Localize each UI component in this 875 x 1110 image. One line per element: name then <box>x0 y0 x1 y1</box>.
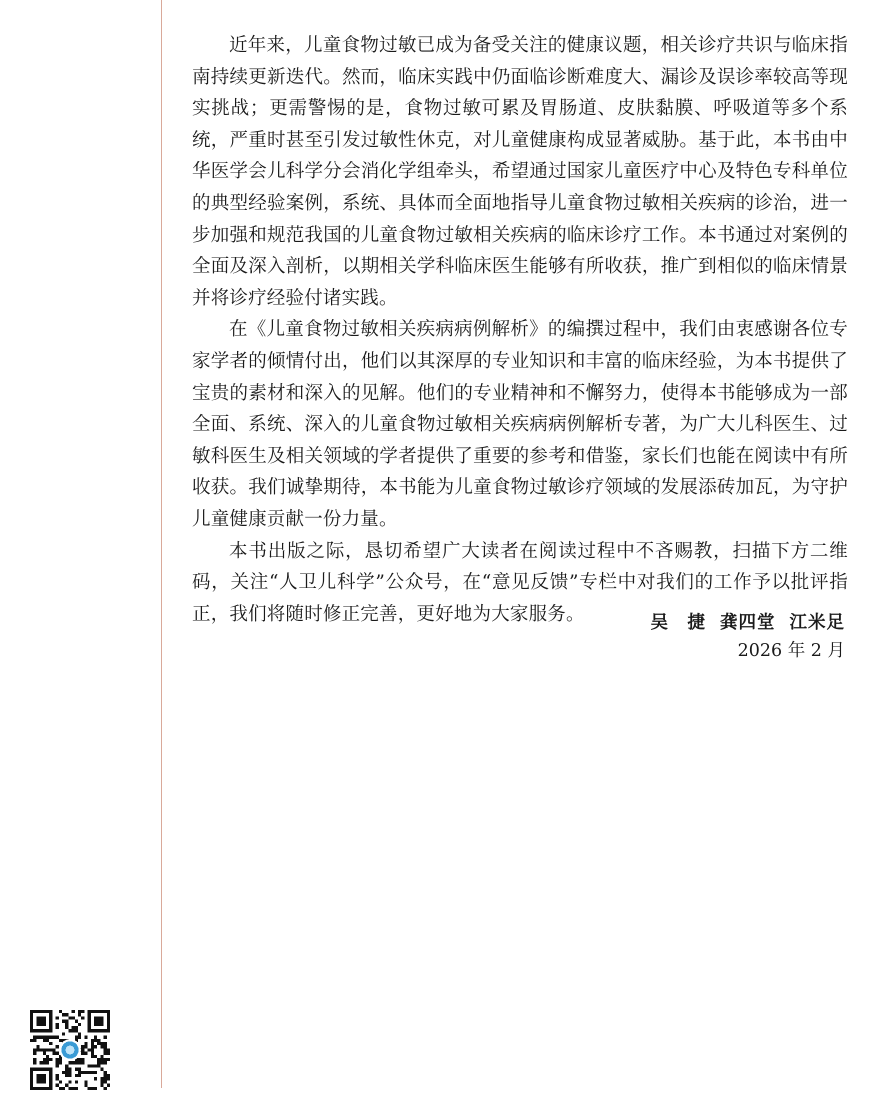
preface-body <box>192 30 848 630</box>
author-name: 江米足 <box>789 613 845 633</box>
author-name: 吴 捷 <box>650 613 706 633</box>
qr-code-icon[interactable] <box>30 1010 110 1090</box>
signature-date: 2026 年 2 月 <box>737 641 845 661</box>
paragraph-1: 近年来，儿童食物过敏已成为备受关注的健康议题，相关诊疗共识与临床指南持续更新迭代。然而，临床实践中仍面临诊断难度大、漏诊及误诊率较高等现实挑战；更需警惕的是，食物过敏可累及胃肠道、皮肤黏膜、呼吸道等多个系统，严重时甚至引发过敏性休克，对儿童健康构成显著威胁。基于此，本书由中华医学会儿科学分会消化学组牵头，希望通过国家儿童医疗中心及特色专科单位的典型经验案例，系统、具体而全面地指导儿童食物过敏相关疾病的诊治，进一步加强和规范我国的儿童食物过敏相关疾病的临床诊疗工作。本书通过对案例的全面及深入剖析，以期相关学科临床医生能够有所收获，推广到相似的临床情景并将诊疗经验付诸实践。 <box>192 35 848 309</box>
author-names <box>651 609 846 637</box>
paragraph-2: 在《儿童食物过敏相关疾病病例解析》的编撰过程中，我们由衷感谢各位专家学者的倾情付出，他们以其深厚的专业知识和丰富的临床经验，为本书提供了宝贵的素材和深入的见解。他们的专业精神和不懈努力，使得本书能够成为一部全面、系统、深入的儿童食物过敏相关疾病病例解析专著，为广大儿科医生、过敏科医生及相关领域的学者提供了重要的参考和借鉴，家长们也能在阅读中有所收获。我们诚挚期待，本书能为儿童食物过敏诊疗领域的发展添砖加瓦，为守护儿童健康贡献一份力量。 <box>192 319 848 530</box>
page-margin-rule <box>161 0 162 1088</box>
paragraph-3: 本书出版之际，恳切希望广大读者在阅读过程中不吝赐教，扫描下方二维码，关注“人卫儿科学”公众号，在“意见反馈”专栏中对我们的工作予以批评指正，我们将随时修正完善，更好地为大家服务。 <box>192 540 848 625</box>
author-name: 龚四堂 <box>720 613 776 633</box>
signature-block <box>651 609 846 665</box>
